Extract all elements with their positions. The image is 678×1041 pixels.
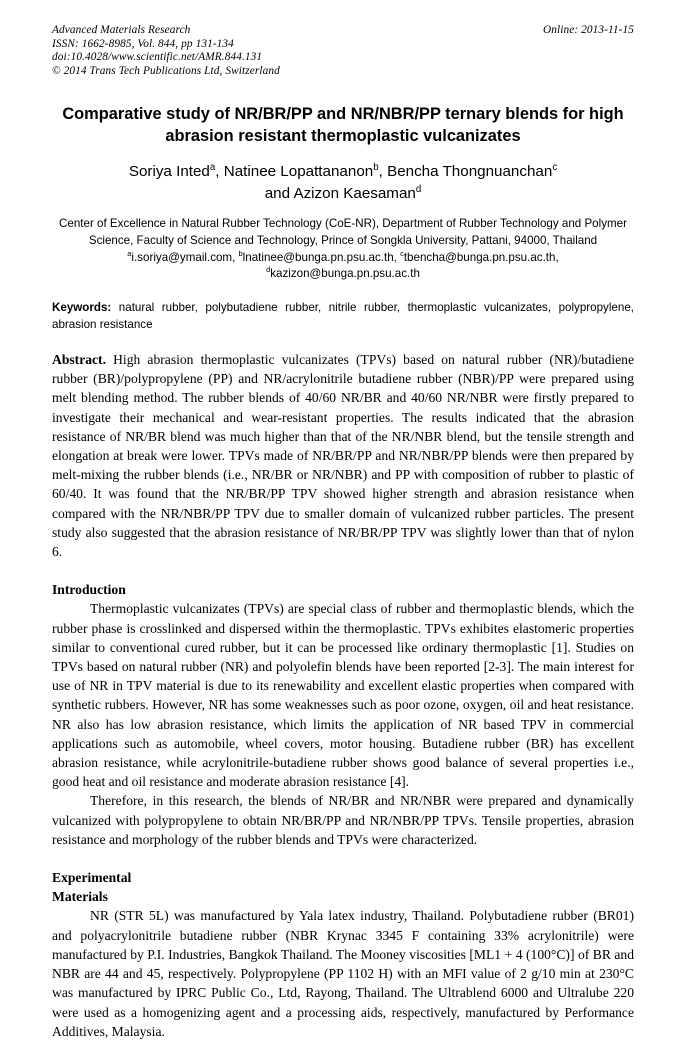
author-list	[52, 161, 634, 205]
subsection-heading-materials: Materials	[52, 889, 108, 905]
section-experimental	[52, 868, 634, 1041]
section-heading-introduction: Introduction	[52, 582, 126, 598]
email-marker-c: c	[400, 248, 404, 258]
author-affiliation-marker-b: b	[373, 162, 379, 174]
author-name-2: , Natinee Lopattananon	[215, 163, 374, 181]
keywords-label: Keywords:	[52, 301, 112, 315]
journal-copyright-line: © 2014 Trans Tech Publications Ltd, Switzerland	[52, 64, 280, 77]
section-heading-experimental: Experimental	[52, 870, 132, 886]
abstract-label: Abstract.	[52, 352, 106, 367]
journal-name: Advanced Materials Research	[52, 24, 191, 36]
keywords-text: natural rubber, polybutadiene rubber, nitrile rubber, thermoplastic vulcanizates, polypropylene, abrasion resistance	[52, 301, 634, 331]
author-affiliation-marker-c: c	[552, 162, 558, 174]
journal-masthead	[52, 24, 634, 78]
author-affiliation-marker-d: d	[415, 184, 422, 196]
author-affiliation-marker-a: a	[209, 162, 216, 174]
abstract-text: High abrasion thermoplastic vulcanizates (TPVs) based on natural rubber (NR)/butadiene rubber (BR)/polypropylene (PP) and NR/acrylonitrile butadiene rubber (NBR)/PP were prepared using melt blending method. The rubber blends of 40/60 NR/BR and 40/60 NR/NBR were firstly prepared to investigate their mechanical and wear-resistant properties. The results indicated that the abrasion resistance of NR/BR blend was much higher than that of the NR/NBR blend, but the tensile strength and elongation at break were lower. TPVs made of NR/BR/PP and NR/NBR/PP blends were then prepared by melt-mixing the rubber blends (i.e., NR/BR or NR/NBR) and PP with composition of rubber to plastic of 60/40. It was found that the NR/BR/PP TPV showed higher strength and abrasion resistance when compared with the NR/NBR/PP TPV due to smaller domain of vulcanized rubber particles. The present study also suggested that the abrasion resistance of NR/BR/PP TPV was slightly lower than that of nylon 6.	[52, 352, 634, 560]
email-marker-b: b	[238, 248, 243, 258]
email-marker-d: d	[266, 265, 271, 275]
email-marker-a: a	[127, 248, 132, 258]
paragraph: Therefore, in this research, the blends of NR/BR and NR/NBR were prepared and dynamically vulcanized with polypropylene to obtain NR/BR/PP and NR/NBR/PP TPVs. Tensile properties, abrasion resistance and morphology of the rubber blends and TPVs were characterized.	[52, 793, 634, 847]
email-address-4[interactable]: kazizon@bunga.pn.psu.ac.th	[270, 266, 420, 280]
page-title: Comparative study of NR/BR/PP and NR/NBR/PP ternary blends for high abrasion resistant thermoplastic vulcanizates	[62, 105, 624, 145]
author-name-3: , Bencha Thongnuanchan	[378, 163, 553, 181]
section-introduction	[52, 580, 634, 849]
author-emails	[52, 250, 634, 282]
keywords-block	[52, 300, 634, 333]
online-publication-date: Online: 2013-11-15	[542, 24, 634, 36]
abstract-block	[52, 350, 634, 561]
journal-doi-line: doi:10.4028/www.scientific.net/AMR.844.131	[52, 51, 263, 64]
email-address-1[interactable]: i.soriya@ymail.com,	[131, 250, 239, 264]
paragraph: Thermoplastic vulcanizates (TPVs) are special class of rubber and thermoplastic blends, which the rubber phase is crosslinked and dispersed within the thermoplastic. TPVs exhibites elastomeric properties similar to conventional cured rubber, but it can be processed like ordinary thermoplastic [1]. Studies on TPVs based on natural rubber (NR) and polyolefin blends have been reported [2-3]. The main interest for use of NR in TPV material is due to its renewability and excellent elastic properties when compared with synthetic rubbers. However, NR has some weaknesses such as poor ozone, oxygen, oil and heat resistance. NR also has low abrasion resistance, which limits the application of NR based TPV in commercial applications such as automobile, wheel covers, motor housing. Butadiene rubber (BR) has excellent abrasion resistance, while acrylonitrile-butadiene rubber shows good balance of several properties i.e., good heat and oil resistance and moderate abrasion resistance [4].	[52, 601, 634, 790]
journal-issn-line: ISSN: 1662-8985, Vol. 844, pp 131-134	[52, 37, 234, 50]
paragraph: NR (STR 5L) was manufactured by Yala latex industry, Thailand. Polybutadiene rubber (BR01) and polyacrylonitrile butadiene rubber (NBR Krynac 3345 F containing 33% acrylonitrile) were manufactured by P.I. Industries, Bangkok Thailand. The Mooney viscosities [ML1 + 4 (100°C)] of BR and NBR are 44 and 45, respectively. Polypropylene (PP 1102 H) with an MFI value of 2 g/10 min at 230°C was manufactured by IPRC Public Co., Ltd, Rayong, Thailand. The Ultrablend 6000 and Ultralube 220 were used as a homogenizing agent and a processing aids, respectively, manufactured by Performance Additives, Malaysia.	[52, 908, 634, 1039]
email-address-2[interactable]: lnatinee@bunga.pn.psu.ac.th,	[242, 250, 401, 264]
author-name-1: Soriya Inted	[128, 163, 210, 181]
affiliation-text: Center of Excellence in Natural Rubber Technology (CoE-NR), Department of Rubber Technology and Polymer Science, Faculty of Science and Technology, Prince of Songkla University, Pattani, 94000, Thailand	[59, 217, 627, 247]
email-address-3[interactable]: tbencha@bunga.pn.psu.ac.th,	[403, 250, 559, 264]
author-name-4: and Azizon Kaesaman	[264, 185, 416, 203]
